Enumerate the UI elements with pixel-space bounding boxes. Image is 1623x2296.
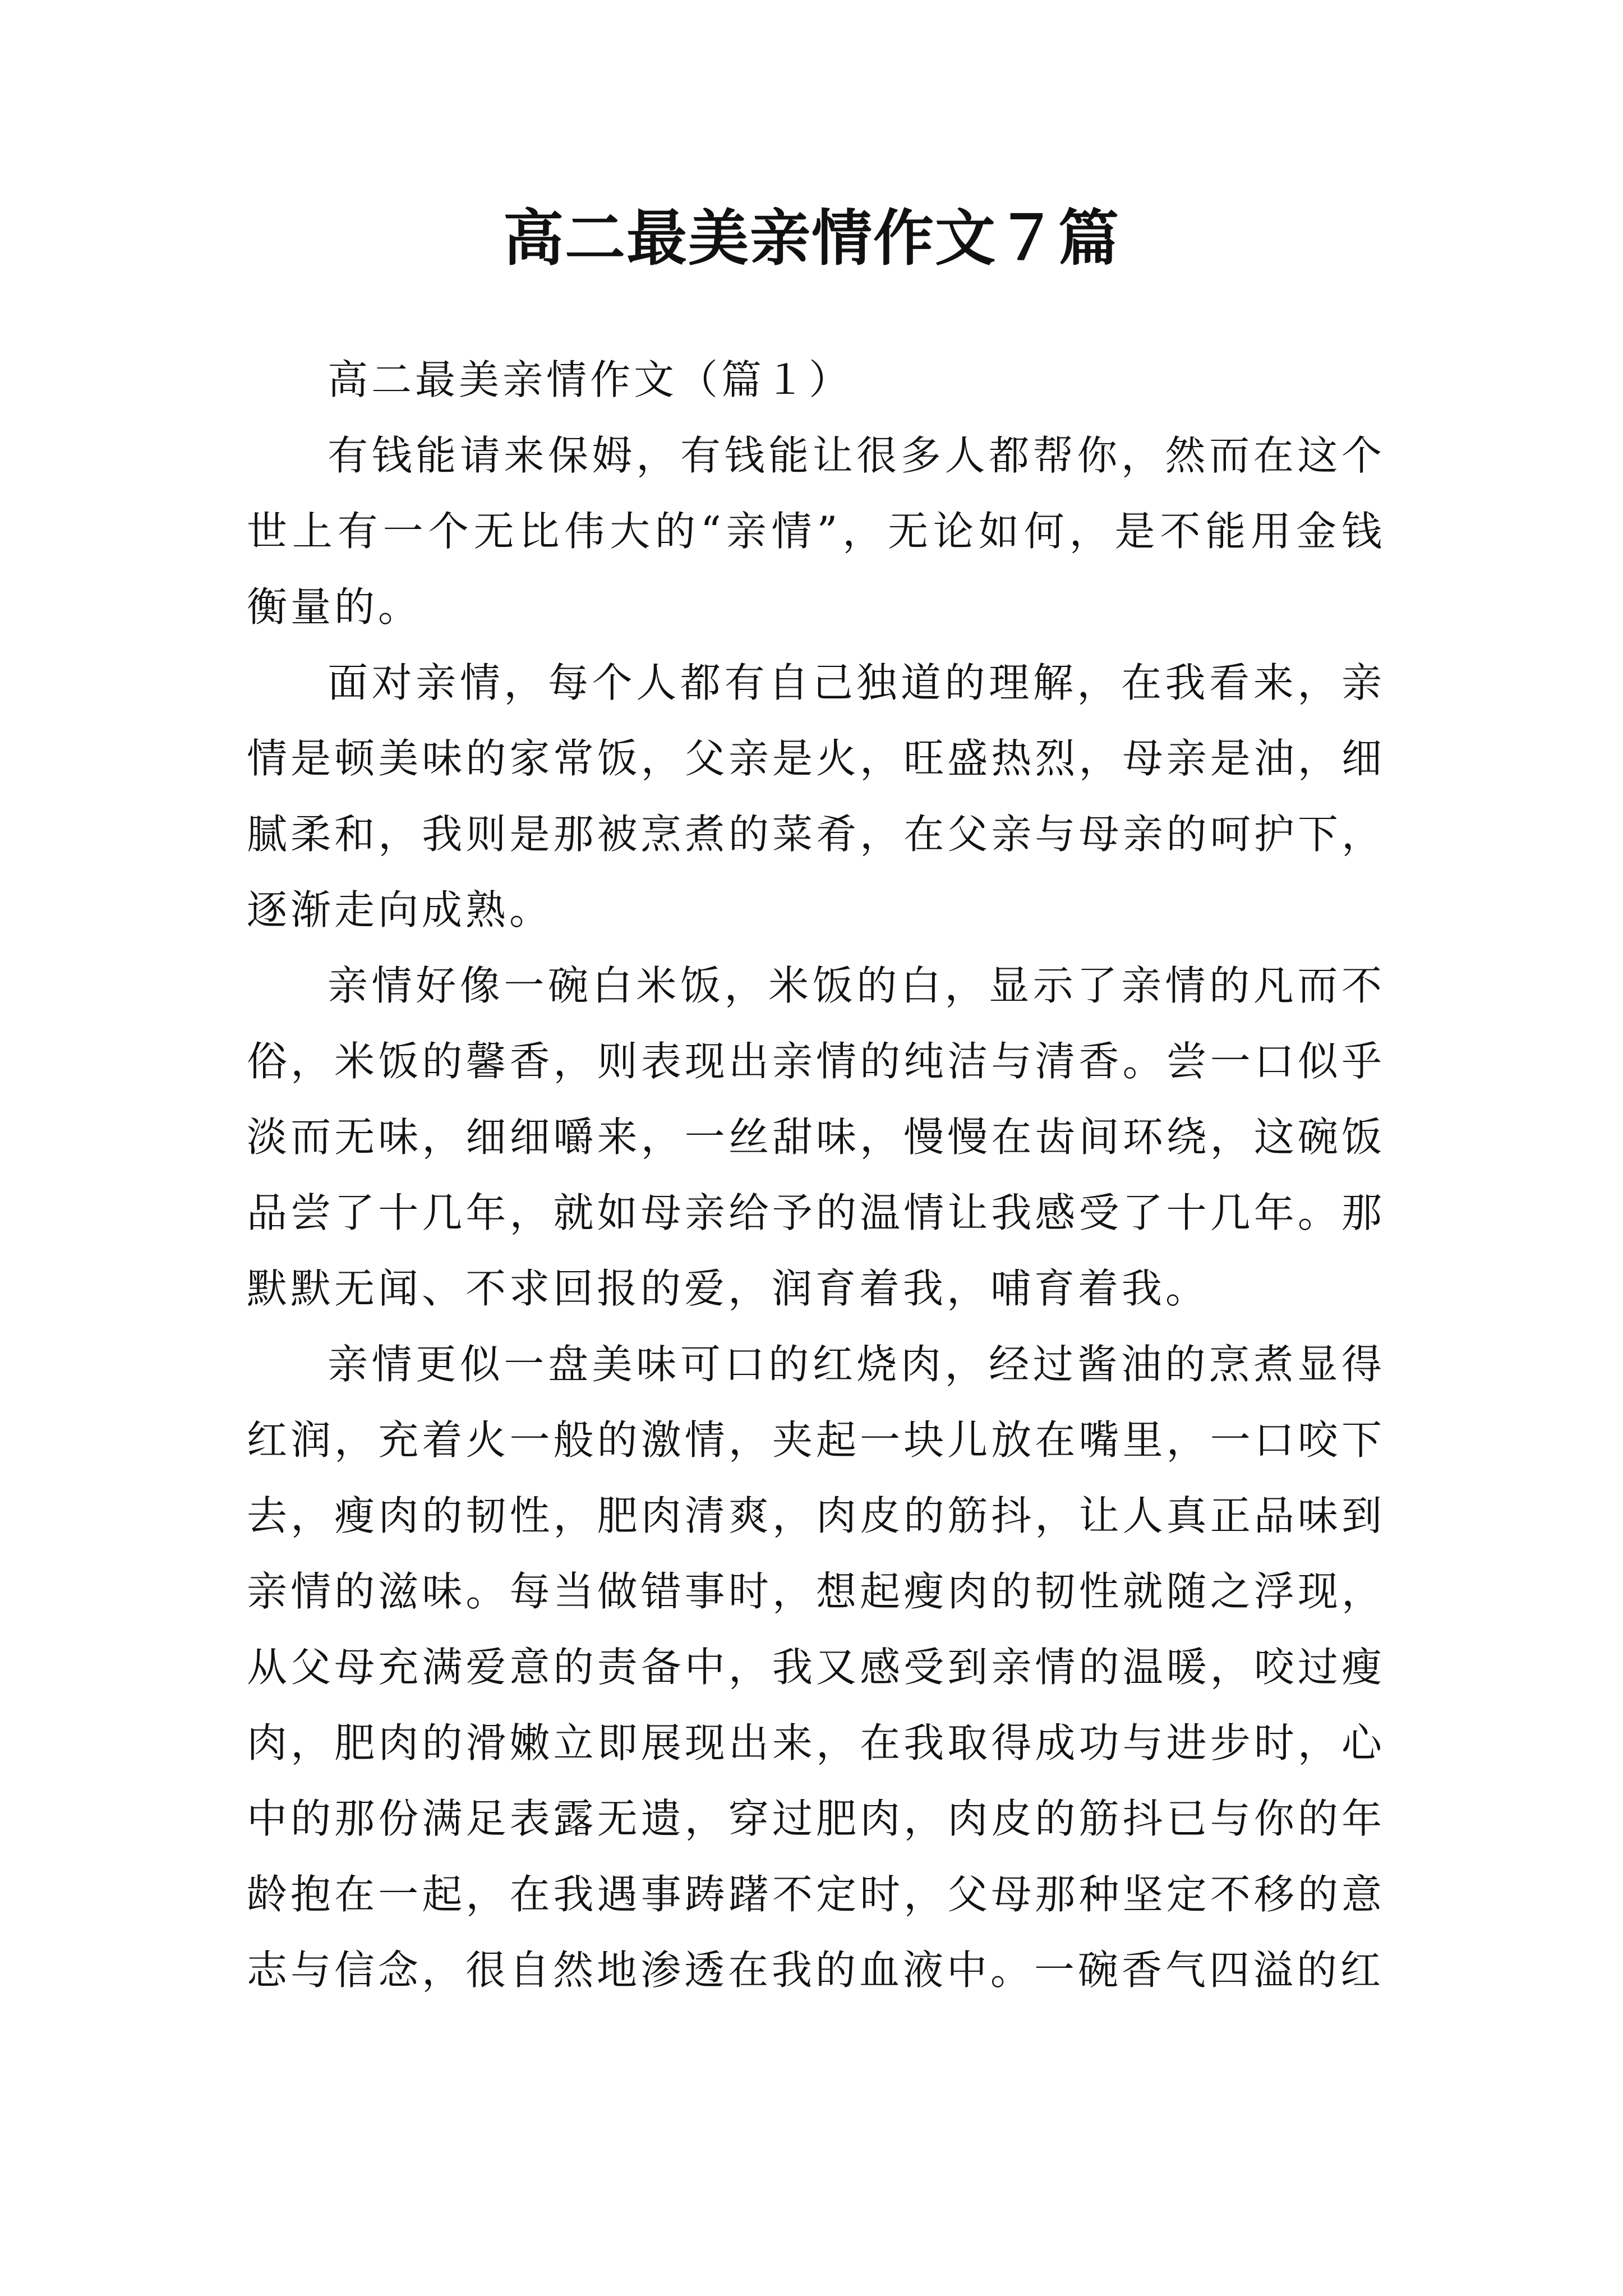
paragraph: 亲情更似一盘美味可口的红烧肉，经过酱油的烹煮显得红润，充着火一般的激情，夹起一块儿放在嘴里，一口咬下去，瘦肉的韧性，肥肉清爽，肉皮的筋抖，让人真正品味到亲情的滋味。每当做错事时，想起瘦肉的韧性就随之浮现，从父母充满爱意的责备中，我又感受到亲情的温暖，咬过瘦肉，肥肉的滑嫩立即展现出来，在我取得成功与进步时，心中的那份满足表露无遗，穿过肥肉，肉皮的筋抖已与你的年龄抱在一起，在我遇事踌躇不定时，父母那种坚定不移的意志与信念，很自然地渗透在我的血液中。一碗香气四溢的红: [247, 1341, 1385, 1994]
document-body: [247, 342, 1385, 2008]
document-title: 高二最美亲情作文７篇: [502, 203, 1120, 274]
paragraph: 面对亲情，每个人都有自己独道的理解，在我看来，亲情是顿美味的家常饭，父亲是火，旺盛热烈，母亲是油，细腻柔和，我则是那被烹煮的菜肴，在父亲与母亲的呵护下，逐渐走向成熟。: [247, 659, 1385, 933]
section-heading: 高二最美亲情作文（篇１）: [328, 356, 853, 403]
paragraph: 有钱能请来保姆，有钱能让很多人都帮你，然而在这个世上有一个无比伟大的“亲情”，无论如何，是不能用金钱衡量的。: [247, 432, 1385, 631]
paragraph: 亲情好像一碗白米饭，米饭的白，显示了亲情的凡而不俗，米饭的馨香，则表现出亲情的纯洁与清香。尝一口似乎淡而无味，细细嚼来，一丝甜味，慢慢在齿间环绕，这碗饭品尝了十几年，就如母亲给予的温情让我感受了十几年。那默默无闻、不求回报的爱，润育着我，哺育着我。: [247, 962, 1385, 1312]
